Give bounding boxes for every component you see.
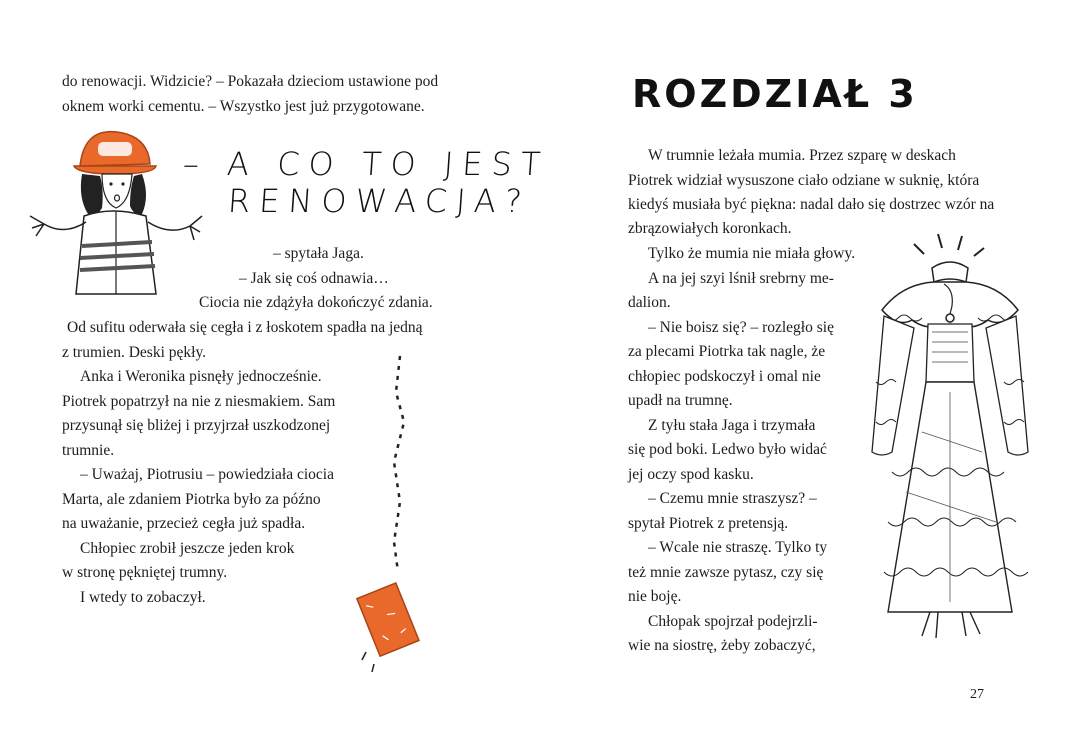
text-line: chłopiec podskoczył i omal nie	[628, 368, 821, 385]
text-line: trumnie.	[62, 442, 115, 459]
text-line: A na jej szyi lśnił srebrny me-	[648, 270, 834, 287]
text-line: z trumien. Deski pękły.	[62, 344, 207, 361]
text-line: upadł na trumnę.	[628, 392, 733, 409]
text-line: dalion.	[628, 294, 671, 311]
text-line: Chłopak spojrzał podejrzli-	[648, 613, 818, 630]
text-line: w stronę pękniętej trumny.	[62, 564, 228, 581]
text-line: nie boję.	[628, 588, 682, 605]
text-line: Od sufitu oderwała się cegła i z łoskotem spadła na jedną	[67, 319, 423, 336]
text-line: za plecami Piotrka tak nagle, że	[628, 343, 826, 360]
text-line: do renowacji. Widzicie? – Pokazała dzieciom ustawione pod	[62, 73, 439, 90]
text-line: W trumnie leżała mumia. Przez szparę w deskach	[648, 147, 956, 164]
text-line: – Wcale nie straszę. Tylko ty	[648, 539, 828, 556]
text-line: kiedyś musiała być piękna: nadal dało się dostrzec wzór na	[628, 196, 995, 213]
handwritten-question-line-1: – A CO TO JEST	[181, 145, 551, 183]
text-line: – Jak się coś odnawia…	[239, 270, 389, 287]
text-line: – Nie boisz się? – rozległo się	[648, 319, 834, 336]
text-line: Ciocia nie zdążyła dokończyć zdania.	[199, 294, 433, 311]
text-line: zbrązowiałych koronkach.	[628, 220, 792, 237]
text-line: Marta, ale zdaniem Piotrka było za późno	[62, 491, 321, 508]
text-line: I wtedy to zobaczył.	[80, 589, 206, 606]
page-number: 27	[970, 687, 984, 702]
text-line: – spytała Jaga.	[273, 245, 364, 262]
text-line: – Czemu mnie straszysz? –	[648, 490, 817, 507]
text-line: Z tyłu stała Jaga i trzymała	[648, 417, 816, 434]
text-line: też mnie zawsze pytasz, czy się	[628, 564, 824, 581]
text-line: Piotrek popatrzył na nie z niesmakiem. Sam	[62, 393, 336, 410]
falling-brick-illustration	[350, 352, 430, 682]
handwritten-question-line-2: RENOWACJA?	[226, 182, 533, 220]
text-line: Tylko że mumia nie miała głowy.	[648, 245, 856, 262]
text-line: spytał Piotrek z pretensją.	[628, 515, 789, 532]
text-line: przysunął się bliżej i przyjrzał uszkodzonej	[62, 417, 331, 434]
girl-with-helmet-illustration	[22, 118, 202, 298]
text-line: – Uważaj, Piotrusiu – powiedziała ciocia	[80, 466, 334, 483]
text-line: na uważanie, przecież cegła już spadła.	[62, 515, 306, 532]
text-line: się pod boki. Ledwo było widać	[628, 441, 827, 458]
headless-dress-illustration	[862, 232, 1032, 652]
text-line: Chłopiec zrobił jeszcze jeden krok	[80, 540, 295, 557]
text-line: oknem worki cementu. – Wszystko jest już przygotowane.	[62, 98, 425, 115]
text-line: Piotrek widział wysuszone ciało odziane w suknię, która	[628, 172, 980, 189]
text-line: jej oczy spod kasku.	[628, 466, 754, 483]
text-line: wie na siostrę, żeby zobaczyć,	[628, 637, 816, 654]
chapter-title: ROZDZIAŁ 3	[632, 72, 918, 116]
text-line: Anka i Weronika pisnęły jednocześnie.	[80, 368, 322, 385]
